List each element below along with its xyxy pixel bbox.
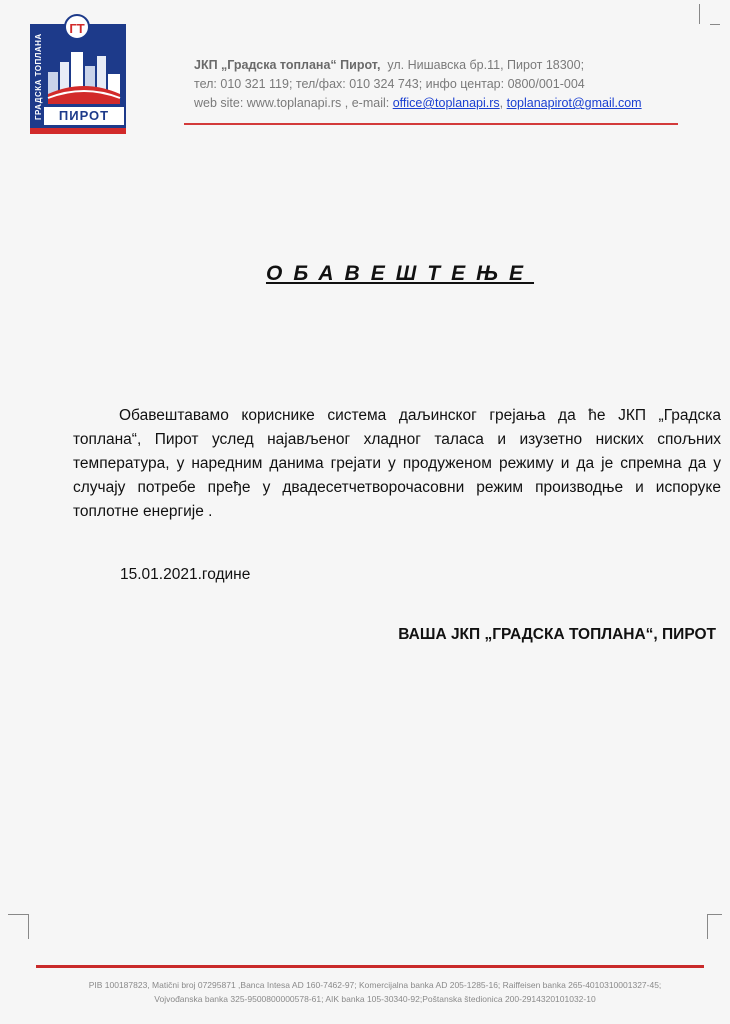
crop-mark-top-right-h <box>710 24 720 25</box>
company-name: ЈКП „Градска топлана“ Пирот, <box>194 58 381 72</box>
email-separator: , <box>499 96 507 110</box>
document-title: ОБАВЕШТЕЊЕ <box>265 262 535 285</box>
logo-emblem: ГТ <box>64 14 90 40</box>
notice-body: Обавештавамо кориснике система даљинског грејања да ће ЈКП „Градска топлана“, Пирот услед најављеног хладног таласа и изузетно ниских спољних температура, у наредним данима грејати у продуженом режиму и да је спремна да у случају потребе пређе у двадесетчетворочасовни режим производње и испоруке топлотне енергије . <box>73 407 721 520</box>
footer-line-2: Vojvođanska banka 325-9500800000578-61; AIK banka 105-30340-92;Poštanska štedionica 200-2914320101032-10 <box>154 994 596 1004</box>
footer-line-1: PIB 100187823, Matični broj 07295871 ,Banca Intesa AD 160-7462-97; Komercijalna banka AD 205-1285-16; Raiffeisen banka 265-4010310001327-45; <box>88 980 662 990</box>
letterhead-line-3 <box>194 94 642 113</box>
logo-red-stripe <box>30 128 126 134</box>
crop-mark-bottom-left <box>8 914 29 939</box>
crop-mark-top-right <box>699 4 720 24</box>
footer-divider <box>36 965 704 968</box>
city-skyline-icon <box>46 48 122 104</box>
header-divider <box>184 123 678 125</box>
notice-signature: ВАША ЈКП „ГРАДСКА ТОПЛАНА“, ПИРОТ <box>398 626 716 643</box>
letterhead-line-1 <box>194 56 642 75</box>
crop-mark-bottom-right <box>707 914 722 939</box>
email-link-gmail[interactable]: toplanapirot@gmail.com <box>506 96 642 110</box>
logo-side-text: ГРАДСКА ТОПЛАНА <box>34 33 43 120</box>
footer <box>30 978 720 1006</box>
company-logo <box>30 14 126 134</box>
notice-date: 15.01.2021.године <box>120 566 251 583</box>
letterhead <box>194 56 642 113</box>
email-link-office[interactable]: office@toplanapi.rs <box>392 96 500 110</box>
company-address: ул. Нишавска бр.11, Пирот 18300; <box>387 58 585 72</box>
website-label: web site: www.toplanapi.rs , e-mail: <box>194 96 393 110</box>
letterhead-line-2: тел: 010 321 119; тел/фах: 010 324 743; инфо центар: 0800/001-004 <box>194 77 585 91</box>
logo-bottom-text: ПИРОТ <box>44 107 124 125</box>
